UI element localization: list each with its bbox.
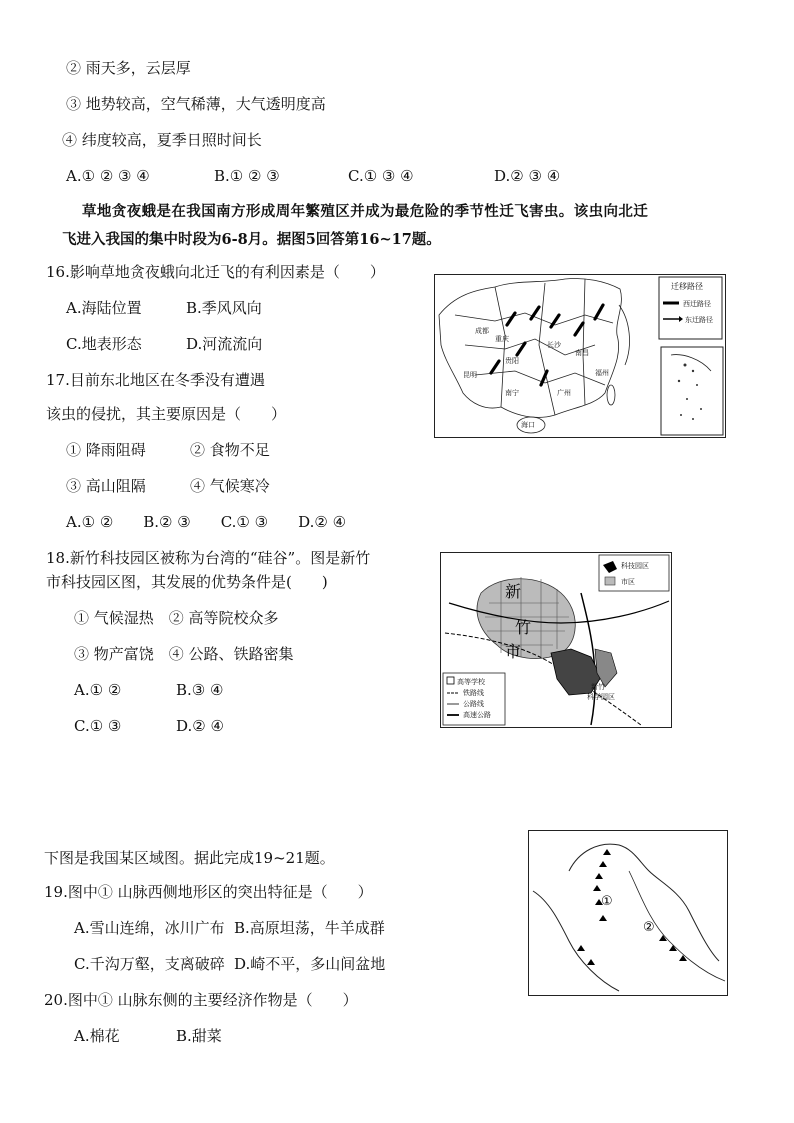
q17-option-4: ④ 气候寒冷 — [190, 477, 270, 495]
migration-map-drawing — [435, 275, 725, 437]
passage-line-2: 飞进入我国的集中时段为6-8月。据图5回答第16~17题。 — [62, 231, 441, 248]
place-label-6: 南昌 — [575, 349, 589, 357]
q16-stem: 16.影响草地贪夜蛾向北迁飞的有利因素是（ ） — [46, 263, 385, 281]
q17-option-3: ③ 高山阻隔 — [66, 477, 146, 495]
place-label-8: 广州 — [557, 389, 571, 397]
q16-option-c: C.地表形态 — [66, 335, 142, 353]
map3-mark-1: ① — [601, 894, 613, 909]
q18-choice-a: A.① ② — [74, 681, 122, 699]
q19-option-c: C.千沟万壑，支离破碎 — [74, 955, 225, 973]
q17-choices: A.① ② B.② ③ C.① ③ D.② ④ — [66, 513, 347, 531]
q18-options-3-4: ③ 物产富饶 ④ 公路、铁路密集 — [74, 645, 294, 663]
place-label-7: 福州 — [595, 369, 609, 377]
legend-road: 公路线 — [463, 700, 484, 708]
region-intro: 下图是我国某区域图。据此完成19~21题。 — [44, 849, 335, 867]
q19-option-b: B.高原坦荡，牛羊成群 — [234, 919, 385, 937]
migration-map — [434, 274, 726, 438]
q15-option-3: ③ 地势较高，空气稀薄，大气透明度高 — [66, 95, 326, 113]
hsinchu-map — [440, 552, 672, 728]
q19-option-a: A.雪山连绵，冰川广布 — [74, 919, 225, 937]
q19-stem: 19.图中① 山脉西侧地形区的突出特征是（ ） — [44, 883, 373, 901]
q18-stem-1: 18.新竹科技园区被称为台湾的“硅谷”。图是新竹 — [46, 549, 371, 567]
legend-rail: 铁路线 — [463, 689, 484, 697]
legend-school: 高等学校 — [457, 678, 485, 686]
q18-choice-b: B.③ ④ — [176, 681, 224, 699]
map1-legend-title: 迁移路径 — [671, 282, 703, 291]
legend-highway: 高速公路 — [463, 711, 491, 719]
q16-option-b: B.季风风向 — [186, 299, 262, 317]
q15-choice-d: D.② ③ ④ — [494, 167, 561, 185]
q15-option-4: ④ 纬度较高，夏季日照时间长 — [62, 131, 262, 149]
q15-choice-b: B.① ② ③ — [214, 167, 280, 185]
park-label-1: 新竹 — [591, 683, 605, 691]
q19-option-d: D.崎不平，多山间盆地 — [234, 955, 386, 973]
passage-line-1: 草地贪夜蛾是在我国南方形成周年繁殖区并成为最危险的季节性迁飞害虫。该虫向北迁 — [82, 203, 649, 220]
city-label-3: 市 — [505, 642, 522, 661]
map1-legend-north: 东迁路径 — [685, 316, 713, 324]
q18-choice-d: D.② ④ — [176, 717, 224, 735]
q20-option-b: B.甜菜 — [176, 1027, 222, 1045]
city-label-2: 竹 — [515, 618, 532, 637]
place-label-4: 南宁 — [505, 389, 519, 397]
q17-stem-2: 该虫的侵扰，其主要原因是（ ） — [46, 405, 287, 423]
region-map — [528, 830, 728, 996]
legend-park: 科技园区 — [621, 562, 649, 570]
q17-stem-1: 17.目前东北地区在冬季没有遭遇 — [46, 371, 265, 389]
place-label-3: 昆明 — [463, 371, 477, 379]
q17-option-2: ② 食物不足 — [190, 441, 270, 459]
place-label-9: 海口 — [521, 421, 535, 429]
q16-option-d: D.河流流向 — [186, 335, 263, 353]
hsinchu-map-drawing — [441, 553, 671, 727]
place-label-0: 成都 — [475, 327, 489, 335]
q18-stem-2: 市科技园区图，其发展的优势条件是( ) — [46, 573, 328, 591]
place-label-5: 长沙 — [547, 341, 561, 349]
q15-choice-a: A.① ② ③ ④ — [66, 167, 150, 185]
q18-choice-c: C.① ③ — [74, 717, 122, 735]
park-label-2: 科学园区 — [587, 693, 615, 701]
map3-mark-2: ② — [643, 920, 655, 935]
q15-choice-c: C.① ③ ④ — [348, 167, 414, 185]
q15-option-2: ② 雨天多，云层厚 — [66, 59, 191, 77]
legend-city: 市区 — [621, 578, 635, 586]
q20-stem: 20.图中① 山脉东侧的主要经济作物是（ ） — [44, 991, 358, 1009]
q16-option-a: A.海陆位置 — [66, 299, 142, 317]
place-label-2: 贵阳 — [505, 357, 519, 365]
city-label-1: 新 — [505, 582, 522, 601]
q17-option-1: ① 降雨阻碍 — [66, 441, 146, 459]
q20-option-a: A.棉花 — [74, 1027, 120, 1045]
place-label-1: 重庆 — [495, 335, 509, 343]
map1-legend-west: 西迁路径 — [683, 300, 711, 308]
region-map-drawing — [529, 831, 727, 995]
q18-options-1-2: ① 气候湿热 ② 高等院校众多 — [74, 609, 279, 627]
